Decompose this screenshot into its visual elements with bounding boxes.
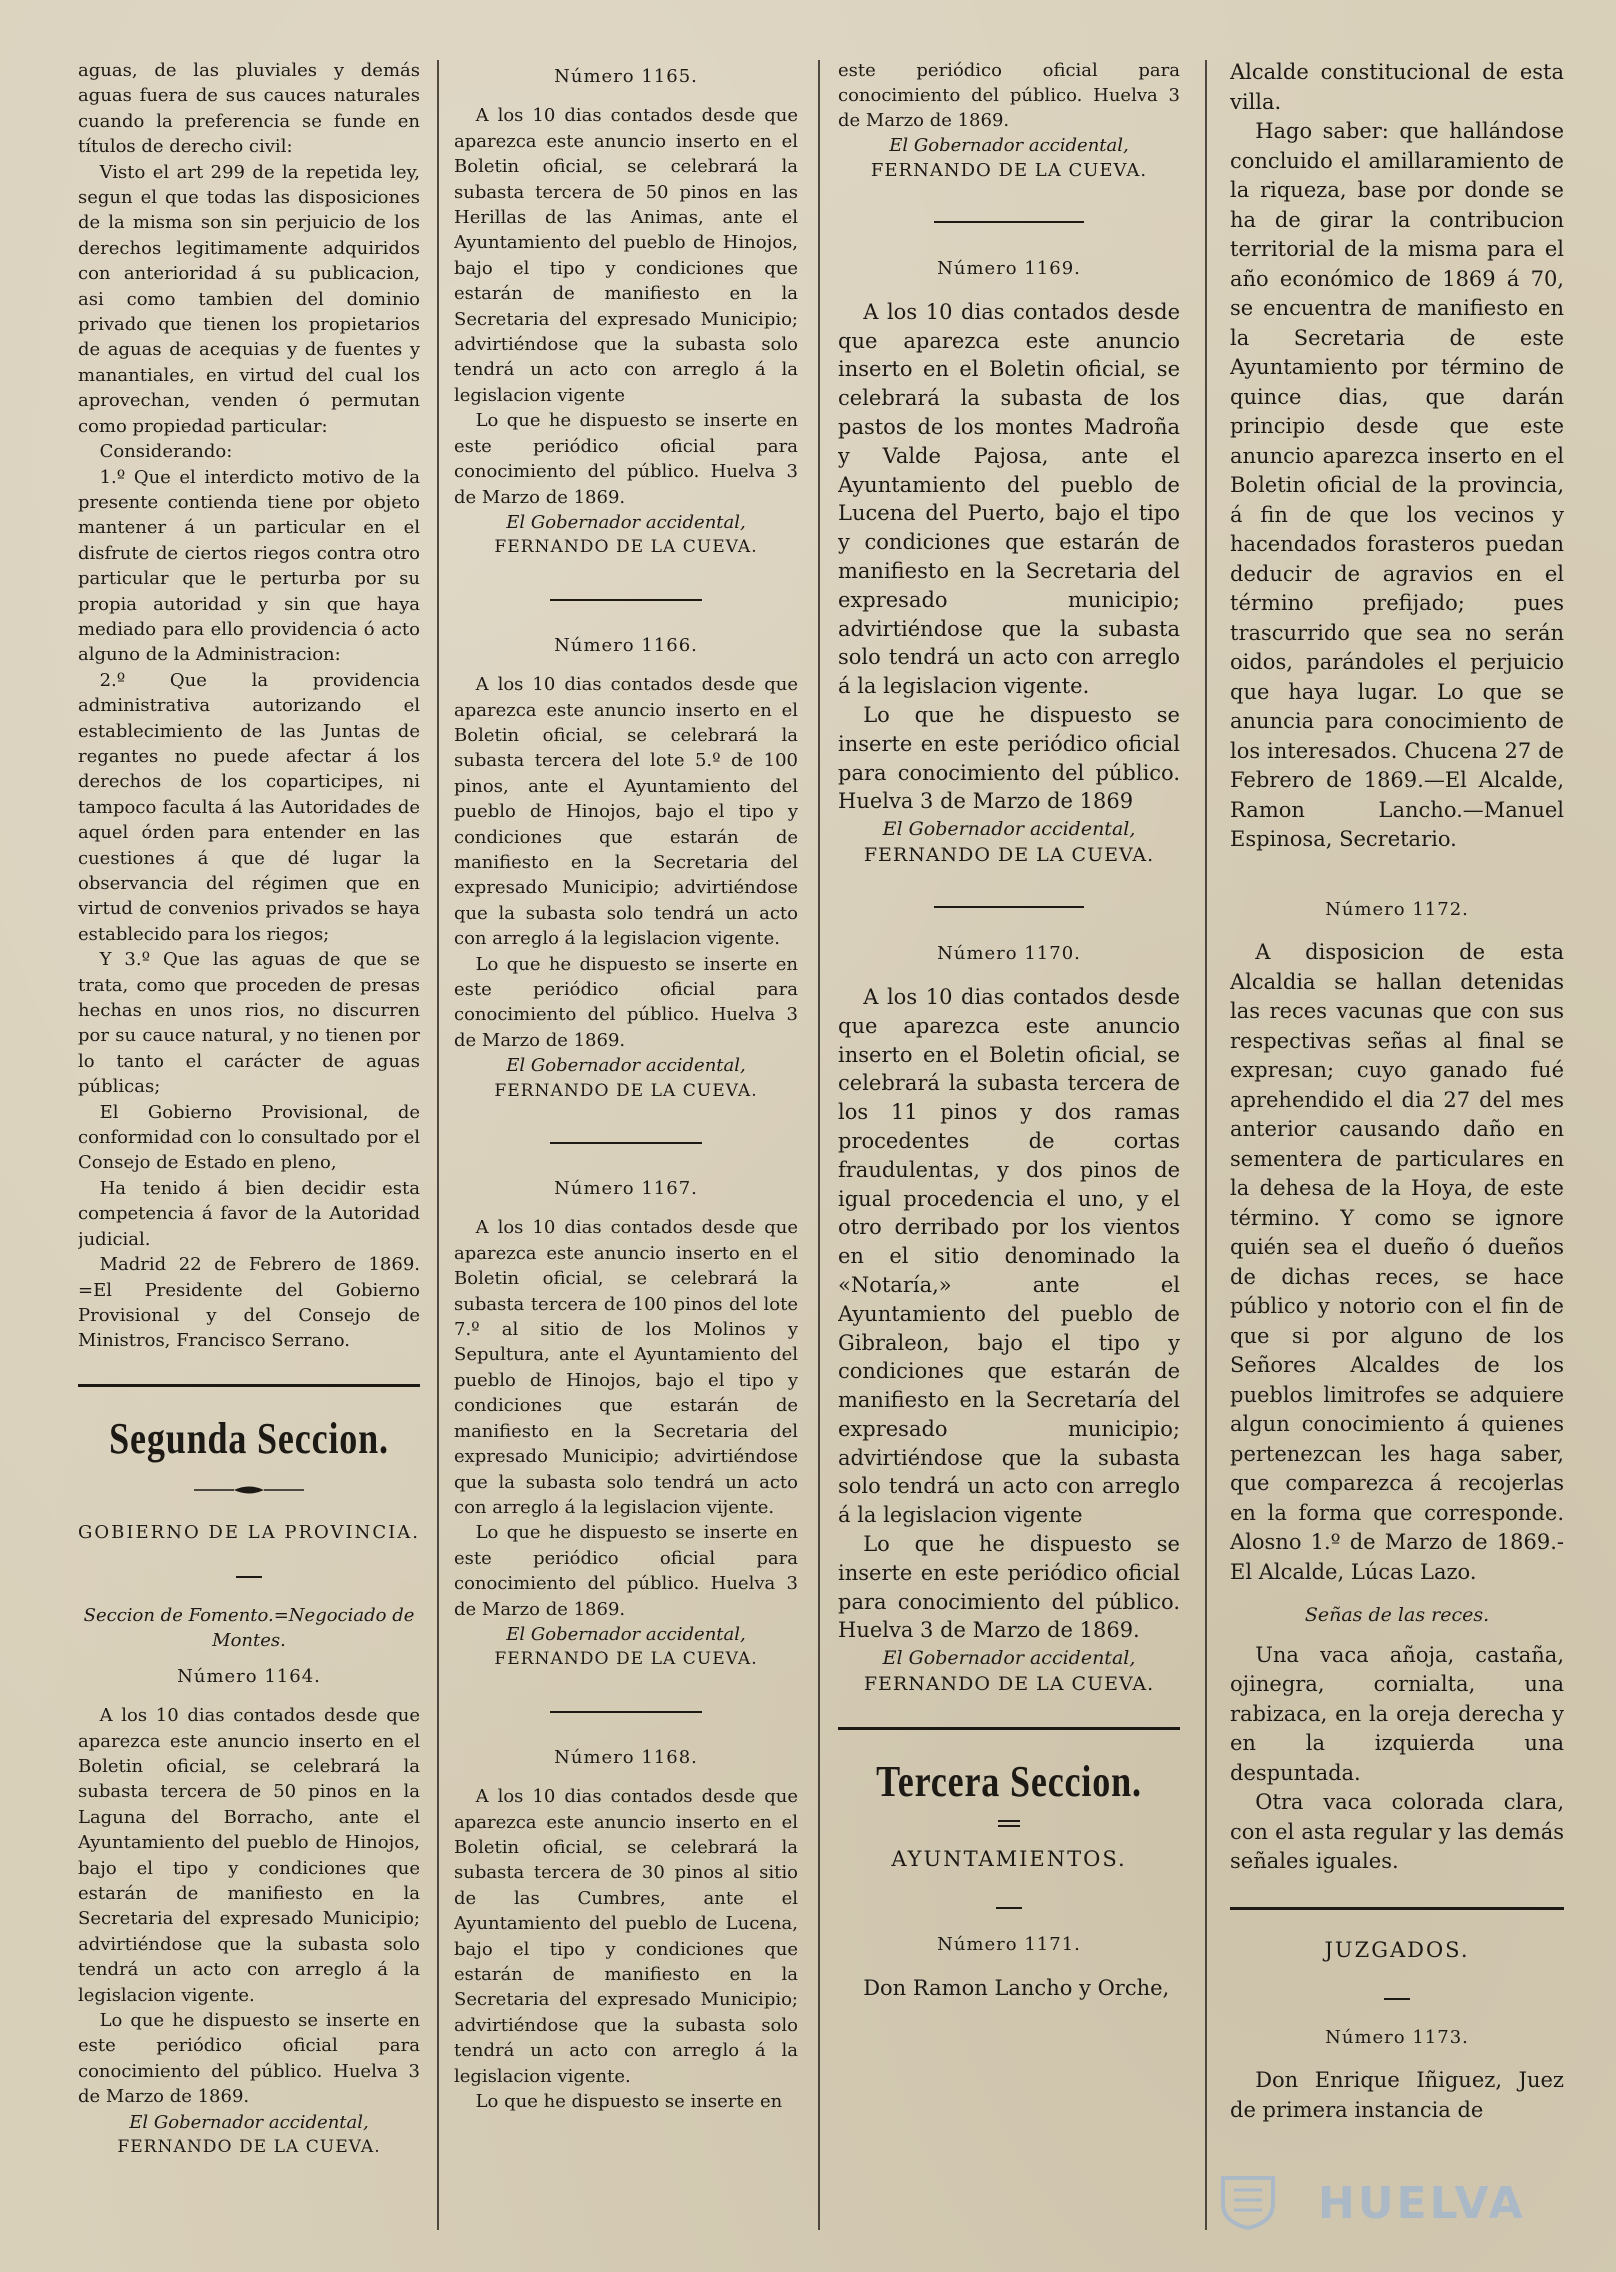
column-divider bbox=[818, 60, 820, 2230]
column-divider bbox=[1205, 60, 1207, 2230]
paragraph: Otra vaca colorada clara, con el asta regular y las demás señales iguales. bbox=[1230, 1790, 1564, 1873]
notice-number: Número 1169. bbox=[937, 258, 1081, 279]
signature-name: FERNANDO DE LA CUEVA. bbox=[494, 537, 758, 558]
notice-separator bbox=[934, 221, 1084, 223]
notice-publication: Lo que he dispuesto se inserte en este periódico oficial para conocimiento del público. Huelva 3 de Marzo de 1869. bbox=[454, 1522, 798, 1620]
paragraph: 1.º Que el interdicto motivo de la presente contienda tiene por objeto mantener á un particular en el disfrute de ciertos riegos contra otro particular que le perturba por su propia autoridad y sin que haya mediado para ello providencia ó acto alguno de la Administracion: bbox=[78, 466, 420, 666]
notice-publication: Lo que he dispuesto se inserte en este periódico oficial para conocimiento del público. Huelva 3 de Marzo de 1869. bbox=[78, 2010, 420, 2108]
notice-number: Número 1166. bbox=[554, 634, 698, 656]
notice-number: Número 1164. bbox=[177, 1665, 321, 1687]
notice-separator bbox=[550, 599, 701, 601]
paragraph: Visto el art 299 de la repetida ley, segun el que todas las disposiciones de la misma son sin perjuicio de los derechos legitimamente adquiridos con anterioridad á su publicacion, asi como tambien del dominio privado que tienen los propietarios de aguas de acequias y de fuentes y manantiales, en virtud del cual los aprovechan, venden ó permutan como propiedad particular: bbox=[78, 161, 420, 437]
senas-heading: Señas de las reces. bbox=[1304, 1604, 1490, 1626]
signature-name: FERNANDO DE LA CUEVA. bbox=[117, 2137, 381, 2158]
notice-text: A los 10 dias contados desde que aparezca este anuncio inserto en el Boletin oficial, se celebrará la subasta tercera de 30 pinos al sitio de las Cumbres, ante el Ayuntamiento del pueblo de Lucena, bajo el tipo y condiciones que estarán de manifiesto en la Secretaria del expresado Municipio; advirtiéndose que la subasta solo tendrá un acto con arreglo á la legislacion vigente. bbox=[454, 1786, 798, 2087]
notice-separator bbox=[934, 906, 1084, 908]
signature-title: El Gobernador accidental, bbox=[889, 135, 1129, 156]
paragraph: Hago saber: que hallándose concluido el amillaramiento de la riqueza, base por donde se ha de girar la contribucion territorial de la misma para el año económico de 1869 á 70, se encuentra de manifiesto en la Secretaria de este Ayuntamiento por término de quince dias, que darán principio desde que este anuncio aparezca inserto en el Boletin oficial de la provincia, á fin de que los vecinos y hacendados forasteros puedan deducir de agravios en el término prefijado; pues trascurrido que sea no serán oidos, parándoles el perjuicio que haya lugar. Lo que se anuncia para conocimiento de los interesados. Chucena 27 de Febrero de 1869.—El Alcalde, Ramon Lancho.—Manuel Espinosa, Secretario. bbox=[1230, 119, 1564, 851]
watermark-label: HUELVA bbox=[1318, 2178, 1526, 2229]
column-divider bbox=[437, 60, 439, 2230]
notice-publication: Lo que he dispuesto se inserte en bbox=[475, 2091, 783, 2113]
paragraph: aguas, de las pluviales y demás aguas fuera de sus cauces naturales cuando la preferencia se funde en títulos de derecho civil: bbox=[78, 60, 420, 158]
notice-text: A los 10 dias contados desde que aparezca este anuncio inserto en el Boletin oficial, se celebrará la subasta tercera de 50 pinos en las Herillas de las Animas, ante el Ayuntamiento del pueblo de Hinojos, bajo el tipo y condiciones que estarán de manifiesto en la Secretaria del expresado Municipio; advirtiéndose que la subasta solo tendrá un acto con arreglo á la legislacion vigente bbox=[454, 105, 798, 406]
divider-dash bbox=[1230, 1983, 1564, 2013]
paragraph: 2.º Que la providencia administrativa autorizando el establecimiento de las Juntas de regantes no puede afectar á los derechos de los coparticipes, ni tampoco faculta á las Autoridades de aquel órden para entender en las cuestiones á que dé lugar la observancia del régimen que en virtud de convenios privados se haya establecido para los riegos; bbox=[78, 669, 420, 945]
notice-number: Número 1165. bbox=[554, 66, 698, 87]
signature-name: FERNANDO DE LA CUEVA. bbox=[870, 160, 1148, 181]
notice-text: A los 10 dias contados desde que aparezca este anuncio inserto en el Boletin oficial, se celebrará la subasta tercera de 50 pinos en la Laguna del Borracho, ante el Ayuntamiento del pueblo de Hinojos, bajo el tipo y condiciones que estarán de manifiesto en la Secretaria del expresado Municipio; advirtiéndose que la subasta solo tendrá un acto con arreglo á la legislacion vigente. bbox=[78, 1705, 420, 2006]
notice-separator bbox=[550, 1142, 701, 1144]
section-title: Tercera Seccion. bbox=[876, 1757, 1142, 1807]
column-2 bbox=[454, 58, 798, 2198]
signature-title: El Gobernador accidental, bbox=[129, 2111, 369, 2133]
signature-name: FERNANDO DE LA CUEVA. bbox=[863, 844, 1155, 867]
paragraph: El Gobierno Provisional, de conformidad con lo consultado por el Consejo de Estado en pleno, bbox=[78, 1101, 420, 1174]
notice-publication: Lo que he dispuesto se inserte en este periódico oficial para conocimiento del público. Huelva 3 de Marzo de 1869 bbox=[838, 702, 1180, 814]
notice-text: A los 10 dias contados desde que aparezca este anuncio inserto en el Boletin oficial, se celebrará la subasta tercera del lote 5.º de 100 pinos, ante el Ayuntamiento del pueblo de Hinojos, bajo el tipo y condiciones que estarán de manifiesto en la Secretaria del expresado Municipio; advirtiéndose que la subasta solo tendrá un acto con arreglo á la legislacion vigente. bbox=[454, 674, 798, 950]
paragraph: Y 3.º Que las aguas de que se trata, como que proceden de presas hechas en unos rios, no discurren por su cauce natural, y no tienen por lo tanto el carácter de aguas públicas; bbox=[78, 949, 420, 1098]
notice-publication: Lo que he dispuesto se inserte en este periódico oficial para conocimiento del público. Huelva 3 de Marzo de 1869. bbox=[838, 1532, 1180, 1643]
notice-text: A los 10 dias contados desde que aparezca este anuncio inserto en el Boletin oficial, se celebrará la subasta de los pastos de los montes Madroña y Valde Pajosa, ante el Ayuntamiento del pueblo de Lucena del Puerto, bajo el tipo y condiciones que estarán de manifiesto en la Secretaria del expresado municipio; advirtiéndose que la subasta solo tendrá un acto con arreglo á la legislacion vigente. bbox=[838, 299, 1180, 699]
section-rule bbox=[838, 1727, 1180, 1730]
government-heading: GOBIERNO DE LA PROVINCIA. bbox=[78, 1522, 420, 1544]
column-3 bbox=[838, 58, 1180, 2198]
divider-dash bbox=[838, 1892, 1180, 1921]
notice-publication: Lo que he dispuesto se inserte en este periódico oficial para conocimiento del público. Huelva 3 de Marzo de 1869. bbox=[454, 410, 798, 508]
notice-publication: Lo que he dispuesto se inserte en este periódico oficial para conocimiento del público. Huelva 3 de Marzo de 1869. bbox=[454, 953, 798, 1051]
paragraph: Madrid 22 de Febrero de 1869. =El Presidente del Gobierno Provisional y del Consejo de Ministros, Francisco Serrano. bbox=[78, 1254, 420, 1352]
fomento-heading: Seccion de Fomento.=Negociado de Montes. bbox=[83, 1604, 415, 1652]
divider-dash bbox=[78, 1564, 420, 1589]
signature-name: FERNANDO DE LA CUEVA. bbox=[863, 1673, 1155, 1696]
signature-name: FERNANDO DE LA CUEVA. bbox=[494, 1649, 758, 1670]
paragraph: Una vaca añoja, castaña, ojinegra, cornialta, una rabizaca, en la oreja derecha y en la izquierda una despuntada. bbox=[1230, 1642, 1564, 1785]
ornament-icon bbox=[78, 1477, 420, 1502]
section-rule bbox=[78, 1384, 420, 1387]
ayuntamientos-heading: AYUNTAMIENTOS. bbox=[891, 1847, 1127, 1872]
notice-number: Número 1173. bbox=[1325, 2026, 1469, 2048]
juzgados-heading: JUZGADOS. bbox=[1324, 1937, 1470, 1962]
section-rule bbox=[1230, 1907, 1564, 1910]
notice-text: Don Ramon Lancho y Orche, bbox=[863, 1975, 1170, 2000]
notice-number: Número 1168. bbox=[554, 1746, 698, 1768]
signature-name: FERNANDO DE LA CUEVA. bbox=[494, 1080, 758, 1101]
paragraph: Alcalde constitucional de esta villa. bbox=[1230, 60, 1564, 114]
notice-text: A disposicion de esta Alcaldia se hallan detenidas las reces vacunas que con sus respectivas señas al final se expresan; cuyo ganado fué aprehendido el dia 27 del mes anterior causando daño en sementera de particulares en la dehesa de la Hoya, de este término. Y como se ignore quién sea el dueño ó dueños de dichas reces, se hace público y notorio con el fin de que si por alguno de los Señores Alcaldes de los pueblos limitrofes se adquiere algun conocimiento á quienes pertenezcan les haga saber, que comparezca á recojerlas en la forma que corresponde. Alosno 1.º de Marzo de 1869.-El Alcalde, Lúcas Lazo. bbox=[1230, 940, 1564, 1584]
notice-number: Número 1172. bbox=[1325, 898, 1469, 920]
signature-title: El Gobernador accidental, bbox=[506, 1623, 746, 1645]
paragraph: Considerando: bbox=[99, 441, 233, 463]
signature-title: El Gobernador accidental, bbox=[506, 1055, 746, 1077]
paragraph: Ha tenido á bien decidir esta competencia á favor de la Autoridad judicial. bbox=[78, 1177, 420, 1250]
notice-number: Número 1171. bbox=[937, 1933, 1081, 1955]
notice-text: Don Enrique Iñiguez, Juez de primera instancia de bbox=[1230, 2068, 1564, 2122]
crest-icon bbox=[1208, 2170, 1288, 2230]
column-4 bbox=[1230, 58, 1564, 2198]
signature-title: El Gobernador accidental, bbox=[882, 1647, 1136, 1670]
section-title: Segunda Seccion. bbox=[109, 1413, 389, 1463]
notice-publication: este periódico oficial para conocimiento del público. Huelva 3 de Marzo de 1869. bbox=[838, 60, 1180, 131]
notice-number: Número 1167. bbox=[554, 1178, 698, 1200]
archive-watermark bbox=[1208, 2170, 1568, 2230]
signature-title: El Gobernador accidental, bbox=[882, 818, 1136, 841]
divider-double-dash bbox=[838, 1820, 1180, 1827]
signature-title: El Gobernador accidental, bbox=[506, 511, 746, 533]
notice-number: Número 1170. bbox=[937, 943, 1081, 965]
notice-separator bbox=[550, 1711, 701, 1713]
notice-text: A los 10 dias contados desde que aparezca este anuncio inserto en el Boletin oficial, se celebrará la subasta tercera de los 11 pinos y dos ramas procedentes de cortas fraudulentas, y dos pinos de igual procedencia el uno, y el otro derribado por los vientos en el sitio denominado la «Notaría,» ante el Ayuntamiento del pueblo de Gibraleon, bajo el tipo y condiciones que estarán de manifiesto en la Secretaría del expresado municipio; advirtiéndose que la subasta solo tendrá un acto con arreglo á la legislacion vigente bbox=[838, 984, 1180, 1528]
column-1 bbox=[78, 58, 420, 2198]
notice-text: A los 10 dias contados desde que aparezca este anuncio inserto en el Boletin oficial, se celebrará la subasta tercera de 100 pinos del lote 7.º al sitio de los Molinos y Sepultura, ante el Ayuntamiento del pueblo de Hinojos, bajo el tipo y condiciones que estarán de manifiesto en la Secretaria del expresado Municipio; advirtiéndose que la subasta solo tendrá un acto con arreglo á la legislacion vijente. bbox=[454, 1217, 798, 1518]
